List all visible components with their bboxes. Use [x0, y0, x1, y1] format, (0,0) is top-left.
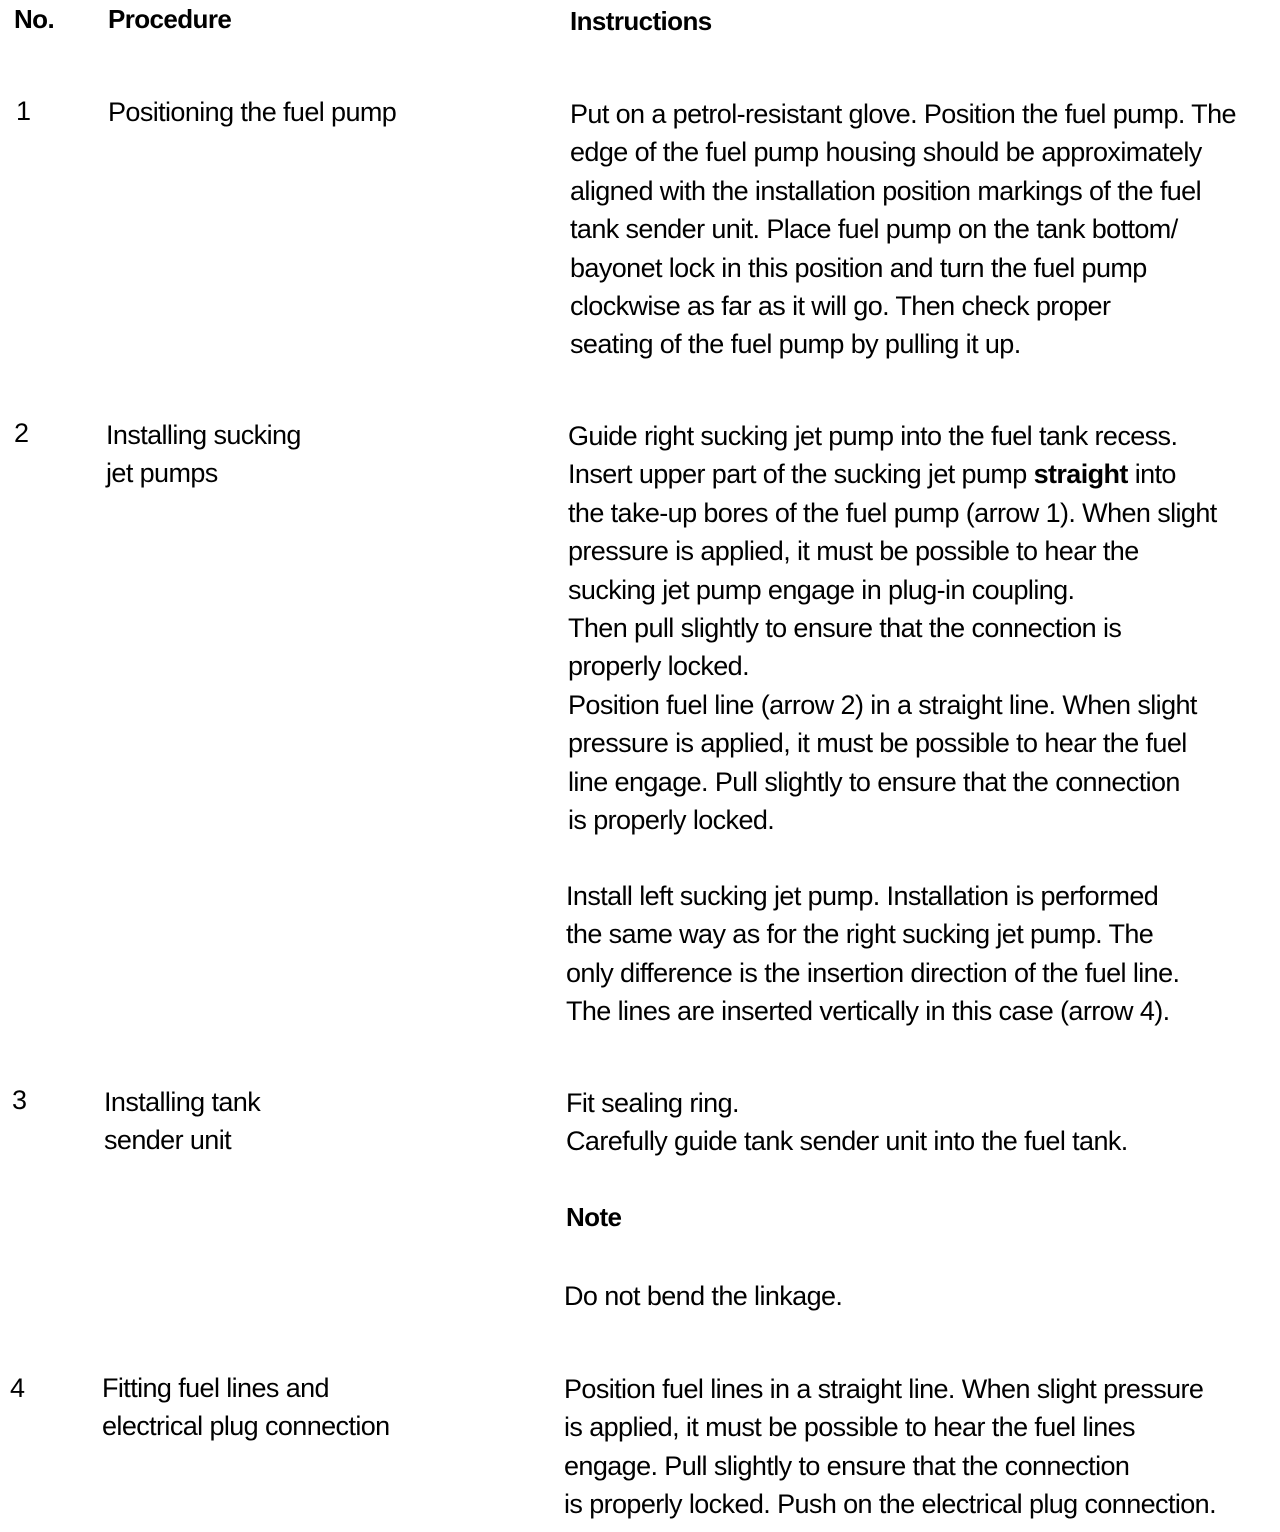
row-2-instruction-line: the take-up bores of the fuel pump (arrow 1). When slight — [568, 497, 1217, 528]
row-2-instruction-line: Then pull slightly to ensure that the connection is — [568, 612, 1122, 643]
row-3-procedure-line: sender unit — [104, 1125, 231, 1156]
row-1-instruction-line: Put on a petrol-resistant glove. Position the fuel pump. The — [570, 99, 1236, 129]
row-1-instructions — [570, 95, 1236, 364]
row-3-instructions — [566, 1084, 1128, 1161]
row-2-instruction-line: the same way as for the right sucking jet pump. The — [566, 919, 1154, 950]
row-3-number: 3 — [12, 1085, 27, 1115]
row-2-number: 2 — [14, 418, 29, 448]
row-2-instructions — [568, 417, 1217, 839]
row-1-instruction-line: clockwise as far as it will go. Then check proper — [570, 290, 1111, 321]
row-4-procedure-line: electrical plug connection — [102, 1411, 390, 1442]
row-2-procedure-line: Installing sucking — [106, 420, 301, 450]
note-text: Do not bend the linkage. — [564, 1281, 843, 1311]
row-2-procedure — [106, 416, 301, 493]
row-2-instruction-line: sucking jet pump engage in plug-in coupling. — [568, 574, 1075, 605]
row-4-procedure — [102, 1369, 390, 1446]
row-3-instruction-line: Carefully guide tank sender unit into the fuel tank. — [566, 1126, 1128, 1157]
row-4-instruction-line: Position fuel lines in a straight line. When slight pressure — [564, 1374, 1204, 1404]
row-4-procedure-line: Fitting fuel lines and — [102, 1373, 329, 1403]
row-2-instruction-line: is properly locked. — [568, 804, 775, 835]
note-heading: Note — [566, 1202, 622, 1232]
header-instructions: Instructions — [570, 6, 712, 36]
row-2-instruction-line: pressure is applied, it must be possible to hear the — [568, 536, 1139, 567]
row-1-instruction-line: tank sender unit. Place fuel pump on the tank bottom/ — [570, 214, 1178, 245]
row-2-instruction-line: Guide right sucking jet pump into the fuel tank recess. — [568, 421, 1178, 451]
row-2-instructions-continued — [566, 877, 1179, 1031]
row-2-instruction-line-emphasis — [568, 455, 1217, 493]
row-1-instruction-line: bayonet lock in this position and turn the fuel pump — [570, 252, 1147, 283]
header-procedure: Procedure — [108, 4, 232, 34]
row-2-instruction-line: The lines are inserted vertically in this case (arrow 4). — [566, 996, 1170, 1027]
row-4-number: 4 — [10, 1373, 25, 1403]
row-2-instruction-line: Position fuel line (arrow 2) in a straight line. When slight — [568, 689, 1197, 720]
row-4-instruction-line: is properly locked. Push on the electrical plug connection. — [564, 1489, 1216, 1520]
emphasis-straight: straight — [1033, 459, 1128, 490]
row-1-instruction-line: seating of the fuel pump by pulling it up. — [570, 329, 1021, 360]
row-2-procedure-line: jet pumps — [106, 458, 218, 489]
row-3-procedure — [104, 1083, 260, 1160]
row-1-instruction-line: edge of the fuel pump housing should be approximately — [570, 137, 1202, 168]
instruction-text: into — [1127, 459, 1176, 490]
row-1-instruction-line: aligned with the installation position markings of the fuel — [570, 175, 1201, 206]
instruction-text: Insert upper part of the sucking jet pump — [568, 459, 1034, 490]
row-3-instruction-line: Fit sealing ring. — [566, 1088, 739, 1118]
row-2-instruction-line: line engage. Pull slightly to ensure that the connection — [568, 766, 1180, 797]
row-1-procedure-line: Positioning the fuel pump — [108, 97, 397, 127]
row-4-instruction-line: engage. Pull slightly to ensure that the connection — [564, 1450, 1130, 1481]
row-1-number: 1 — [16, 96, 31, 126]
header-no: No. — [14, 4, 55, 34]
row-4-instructions — [564, 1370, 1216, 1524]
row-2-instruction-line: Install left sucking jet pump. Installation is performed — [566, 881, 1159, 911]
row-2-instruction-line: only difference is the insertion direction of the fuel line. — [566, 957, 1180, 988]
row-4-instruction-line: is applied, it must be possible to hear the fuel lines — [564, 1412, 1135, 1443]
row-2-instruction-line: properly locked. — [568, 651, 749, 682]
row-1-procedure — [108, 93, 396, 131]
row-3-procedure-line: Installing tank — [104, 1087, 261, 1117]
row-2-instruction-line: pressure is applied, it must be possible to hear the fuel — [568, 728, 1187, 759]
